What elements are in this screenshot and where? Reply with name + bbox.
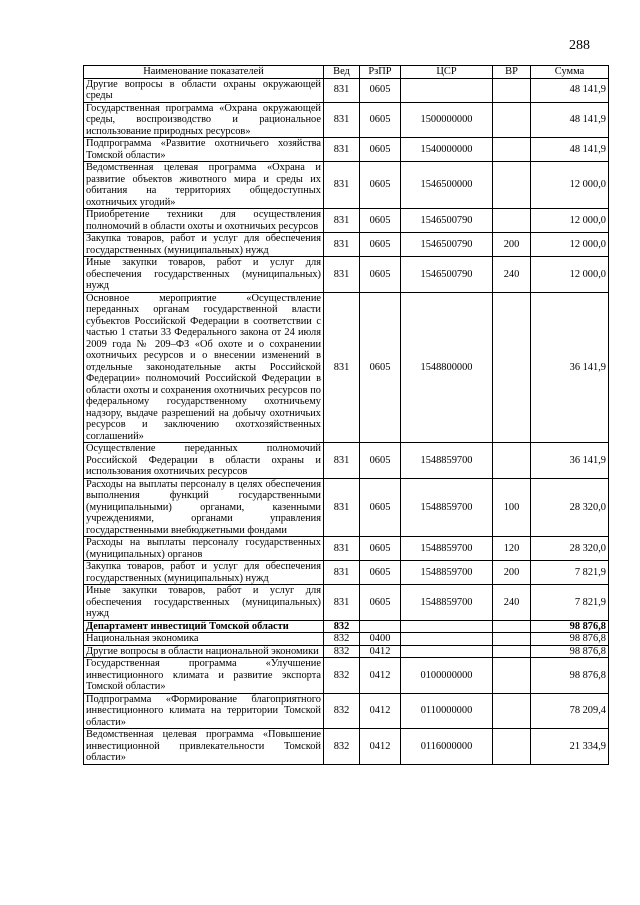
cell-csr — [401, 620, 493, 633]
header-vr: ВР — [493, 66, 531, 79]
cell-sum: 12 000,0 — [531, 209, 609, 233]
table-row — [84, 233, 609, 257]
cell-csr — [401, 633, 493, 646]
cell-name: Закупка товаров, работ и услуг для обеспечения государственных (муниципальных) нужд — [84, 233, 324, 257]
cell-sum: 98 876,8 — [531, 658, 609, 694]
table-row — [84, 658, 609, 694]
table-body — [84, 78, 609, 764]
cell-csr: 1548859700 — [401, 478, 493, 537]
cell-rzpr: 0605 — [360, 209, 401, 233]
table-row — [84, 561, 609, 585]
header-ved: Вед — [324, 66, 360, 79]
cell-name: Подпрограмма «Формирование благоприятного инвестиционного климата на территории Томской области» — [84, 693, 324, 729]
table-row — [84, 257, 609, 293]
table-row — [84, 537, 609, 561]
cell-sum: 48 141,9 — [531, 78, 609, 102]
cell-csr — [401, 78, 493, 102]
cell-sum: 98 876,8 — [531, 645, 609, 658]
cell-ved: 832 — [324, 693, 360, 729]
cell-csr — [401, 645, 493, 658]
cell-vr — [493, 78, 531, 102]
cell-sum: 12 000,0 — [531, 162, 609, 209]
table-row — [84, 633, 609, 646]
table-row — [84, 78, 609, 102]
cell-rzpr: 0605 — [360, 561, 401, 585]
table-row — [84, 162, 609, 209]
cell-name: Закупка товаров, работ и услуг для обеспечения государственных (муниципальных) нужд — [84, 561, 324, 585]
cell-ved: 831 — [324, 561, 360, 585]
cell-ved: 832 — [324, 620, 360, 633]
cell-vr — [493, 729, 531, 765]
cell-rzpr: 0412 — [360, 693, 401, 729]
cell-vr — [493, 162, 531, 209]
table-row — [84, 102, 609, 138]
table-row — [84, 443, 609, 479]
cell-rzpr: 0605 — [360, 78, 401, 102]
cell-ved: 831 — [324, 78, 360, 102]
cell-name: Ведомственная целевая программа «Повышение инвестиционной привлекательности Томской области» — [84, 729, 324, 765]
cell-csr: 1548859700 — [401, 443, 493, 479]
table-header-row — [84, 66, 609, 79]
cell-ved: 831 — [324, 102, 360, 138]
cell-ved: 832 — [324, 633, 360, 646]
cell-sum: 48 141,9 — [531, 138, 609, 162]
cell-name: Другие вопросы в области национальной экономики — [84, 645, 324, 658]
table-row — [84, 478, 609, 537]
cell-ved: 831 — [324, 209, 360, 233]
cell-rzpr: 0605 — [360, 585, 401, 621]
cell-vr: 100 — [493, 478, 531, 537]
cell-ved: 832 — [324, 729, 360, 765]
cell-ved: 832 — [324, 658, 360, 694]
table-row — [84, 138, 609, 162]
cell-sum: 12 000,0 — [531, 233, 609, 257]
cell-sum: 98 876,8 — [531, 620, 609, 633]
page-number: 288 — [569, 38, 590, 53]
cell-rzpr: 0605 — [360, 443, 401, 479]
cell-vr — [493, 209, 531, 233]
cell-ved: 831 — [324, 162, 360, 209]
table-row — [84, 693, 609, 729]
cell-rzpr: 0605 — [360, 138, 401, 162]
cell-sum: 28 320,0 — [531, 537, 609, 561]
table-row — [84, 585, 609, 621]
cell-name: Основное мероприятие «Осуществление переданных органам государственной власти субъектов Российской Федерации в соответствии с частью 1 статьи 33 Федерального закона от 24 июля 2009 года № 209–ФЗ «Об охоте и о сохранении охотничьих ресурсов и о внесении изменений в отдельные законодательные акты Российской Федерации» полномочий Российской Федерации в области охоты и сохранения охотничьих ресурсов по федеральному государственному охотничьему надзору, выдаче разрешений на добычу охотничьих ресурсов и заключению охотхозяйственных соглашений» — [84, 292, 324, 443]
cell-name: Другие вопросы в области охраны окружающей среды — [84, 78, 324, 102]
cell-name: Государственная программа «Улучшение инвестиционного климата и развитие экспорта Томской области» — [84, 658, 324, 694]
cell-sum: 36 141,9 — [531, 443, 609, 479]
cell-rzpr: 0400 — [360, 633, 401, 646]
header-csr: ЦСР — [401, 66, 493, 79]
cell-name: Расходы на выплаты персоналу в целях обеспечения выполнения функций государственными (муниципальными) органами, казенными учреждениями, органами управления государственными внебюджетными фондами — [84, 478, 324, 537]
cell-csr: 1540000000 — [401, 138, 493, 162]
cell-sum: 36 141,9 — [531, 292, 609, 443]
cell-csr: 1548859700 — [401, 585, 493, 621]
table-row — [84, 729, 609, 765]
cell-name: Государственная программа «Охрана окружающей среды, воспроизводство и рациональное использование природных ресурсов» — [84, 102, 324, 138]
cell-name: Ведомственная целевая программа «Охрана и развитие объектов животного мира и среды их обитания на территориях общедоступных охотничьих угодий» — [84, 162, 324, 209]
cell-vr: 200 — [493, 561, 531, 585]
cell-csr: 1546500790 — [401, 209, 493, 233]
cell-vr: 200 — [493, 233, 531, 257]
cell-name: Национальная экономика — [84, 633, 324, 646]
cell-sum: 7 821,9 — [531, 561, 609, 585]
cell-vr: 120 — [493, 537, 531, 561]
cell-csr: 1548859700 — [401, 537, 493, 561]
cell-csr: 1548859700 — [401, 561, 493, 585]
cell-name: Осуществление переданных полномочий Российской Федерации в области охраны и использования охотничьих ресурсов — [84, 443, 324, 479]
cell-rzpr: 0605 — [360, 257, 401, 293]
cell-ved: 831 — [324, 233, 360, 257]
cell-ved: 831 — [324, 478, 360, 537]
cell-rzpr: 0605 — [360, 233, 401, 257]
cell-rzpr: 0605 — [360, 162, 401, 209]
cell-ved: 831 — [324, 257, 360, 293]
cell-csr: 1546500000 — [401, 162, 493, 209]
cell-sum: 12 000,0 — [531, 257, 609, 293]
cell-vr — [493, 693, 531, 729]
cell-vr — [493, 292, 531, 443]
table-row — [84, 209, 609, 233]
cell-csr: 1500000000 — [401, 102, 493, 138]
cell-name: Департамент инвестиций Томской области — [84, 620, 324, 633]
cell-rzpr: 0412 — [360, 645, 401, 658]
cell-rzpr: 0605 — [360, 102, 401, 138]
cell-vr: 240 — [493, 257, 531, 293]
cell-csr: 0110000000 — [401, 693, 493, 729]
cell-rzpr: 0412 — [360, 658, 401, 694]
cell-vr — [493, 658, 531, 694]
cell-csr: 0100000000 — [401, 658, 493, 694]
header-name: Наименование показателей — [84, 66, 324, 79]
cell-name: Иные закупки товаров, работ и услуг для обеспечения государственных (муниципальных) нужд — [84, 257, 324, 293]
cell-rzpr: 0605 — [360, 478, 401, 537]
cell-vr — [493, 645, 531, 658]
budget-table — [83, 65, 609, 765]
cell-ved: 832 — [324, 645, 360, 658]
cell-sum: 78 209,4 — [531, 693, 609, 729]
cell-csr: 0116000000 — [401, 729, 493, 765]
cell-rzpr: 0605 — [360, 537, 401, 561]
cell-vr — [493, 443, 531, 479]
cell-sum: 28 320,0 — [531, 478, 609, 537]
cell-rzpr — [360, 620, 401, 633]
cell-rzpr: 0412 — [360, 729, 401, 765]
cell-csr: 1548800000 — [401, 292, 493, 443]
cell-vr — [493, 620, 531, 633]
cell-sum: 98 876,8 — [531, 633, 609, 646]
cell-ved: 831 — [324, 585, 360, 621]
header-rzpr: РзПР — [360, 66, 401, 79]
cell-vr — [493, 102, 531, 138]
cell-rzpr: 0605 — [360, 292, 401, 443]
cell-ved: 831 — [324, 138, 360, 162]
cell-name: Иные закупки товаров, работ и услуг для обеспечения государственных (муниципальных) нужд — [84, 585, 324, 621]
cell-sum: 21 334,9 — [531, 729, 609, 765]
cell-name: Подпрограмма «Развитие охотничьего хозяйства Томской области» — [84, 138, 324, 162]
cell-name: Расходы на выплаты персоналу государственных (муниципальных) органов — [84, 537, 324, 561]
cell-sum: 7 821,9 — [531, 585, 609, 621]
cell-vr — [493, 138, 531, 162]
cell-ved: 831 — [324, 443, 360, 479]
cell-name: Приобретение техники для осуществления полномочий в области охоты и охотничьих ресурсов — [84, 209, 324, 233]
cell-vr: 240 — [493, 585, 531, 621]
cell-csr: 1546500790 — [401, 257, 493, 293]
cell-sum: 48 141,9 — [531, 102, 609, 138]
cell-ved: 831 — [324, 292, 360, 443]
cell-csr: 1546500790 — [401, 233, 493, 257]
cell-vr — [493, 633, 531, 646]
cell-ved: 831 — [324, 537, 360, 561]
table-row — [84, 645, 609, 658]
header-sum: Сумма — [531, 66, 609, 79]
table-row — [84, 292, 609, 443]
table-row — [84, 620, 609, 633]
